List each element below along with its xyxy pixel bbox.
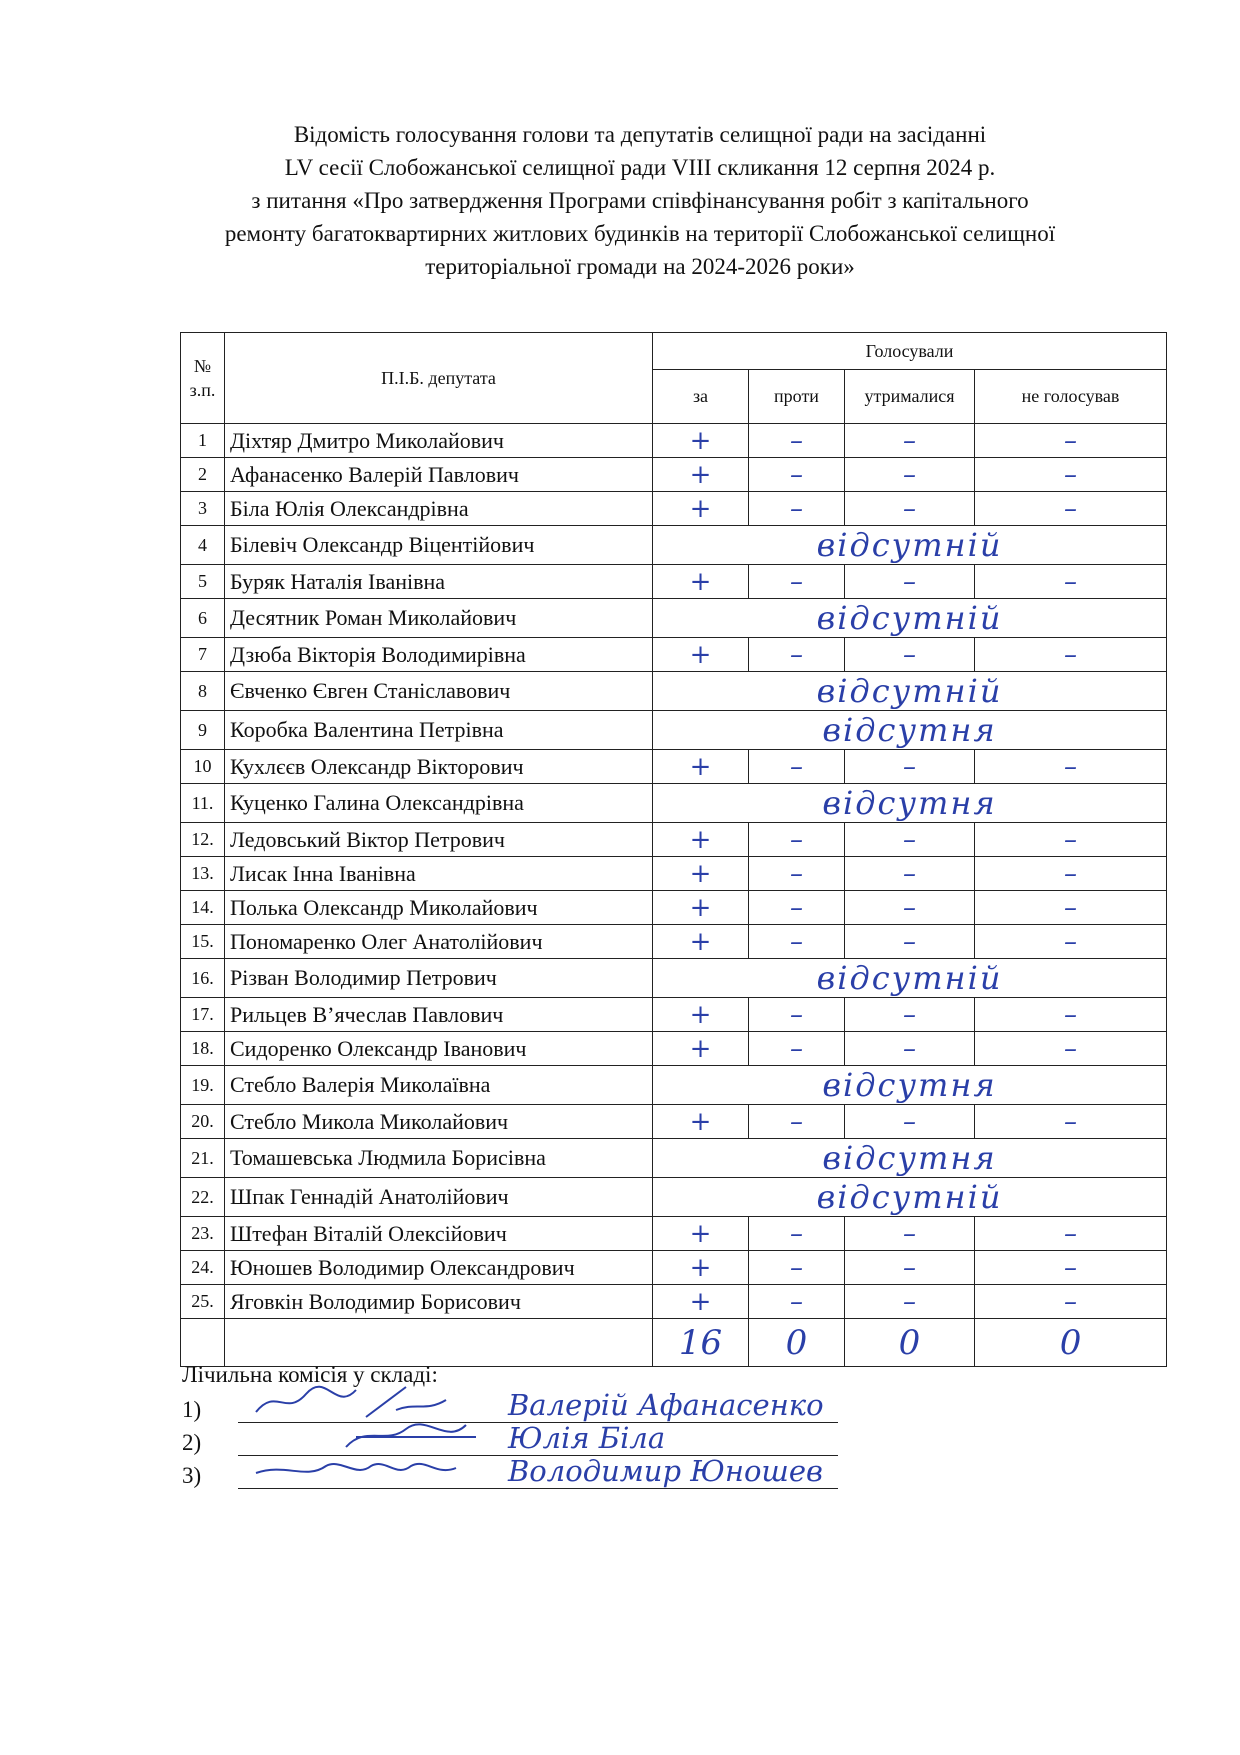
table-row [181, 891, 1167, 925]
table-row [181, 1285, 1167, 1319]
row-number: 3 [181, 492, 225, 526]
vote-abstained-mark: – [845, 565, 975, 599]
row-number: 19. [181, 1066, 225, 1105]
document-title [180, 118, 1100, 283]
vote-abstained-mark: – [845, 1032, 975, 1066]
table-row [181, 750, 1167, 784]
row-number: 5 [181, 565, 225, 599]
vote-for-mark: + [653, 823, 749, 857]
vote-not-voted-mark: – [975, 891, 1167, 925]
vote-against-mark: – [749, 492, 845, 526]
deputy-name: Діхтяр Дмитро Миколайович [225, 424, 653, 458]
row-number: 12. [181, 823, 225, 857]
row-number: 17. [181, 998, 225, 1032]
table-body [181, 424, 1167, 1319]
commission-title: Лічильна комісія у складі: [182, 1362, 438, 1387]
vote-against-mark: – [749, 925, 845, 959]
total-not-voted: 0 [975, 1319, 1167, 1367]
table-row [181, 1139, 1167, 1178]
vote-abstained-mark: – [845, 823, 975, 857]
vote-against-mark: – [749, 638, 845, 672]
table-row [181, 526, 1167, 565]
table-row [181, 857, 1167, 891]
vote-abstained-mark: – [845, 891, 975, 925]
vote-against-mark: – [749, 1251, 845, 1285]
absent-note: відсутня [653, 1066, 1167, 1105]
table-row [181, 599, 1167, 638]
row-number: 13. [181, 857, 225, 891]
vote-for-mark: + [653, 1032, 749, 1066]
vote-against-mark: – [749, 1105, 845, 1139]
vote-against-mark: – [749, 1032, 845, 1066]
deputy-name: Білевіч Олександр Віцентійович [225, 526, 653, 565]
vote-against-mark: – [749, 1285, 845, 1319]
member-number: 1) [182, 1397, 202, 1422]
vote-for-mark: + [653, 750, 749, 784]
vote-abstained-mark: – [845, 638, 975, 672]
table-row [181, 638, 1167, 672]
header-name: П.І.Б. депутата [225, 333, 653, 424]
vote-against-mark: – [749, 998, 845, 1032]
title-line: ремонту багатоквартирних житлових будинків на території Слобожанської селищної [224, 221, 1056, 246]
title-line: Відомість голосування голови та депутатів селищної ради на засіданні [293, 122, 987, 147]
deputy-name: Шпак Геннадій Анатолійович [225, 1178, 653, 1217]
vote-for-mark: + [653, 998, 749, 1032]
title-line: територіальної громади на 2024-2026 роки» [425, 254, 855, 279]
deputy-name: Пономаренко Олег Анатолійович [225, 925, 653, 959]
vote-abstained-mark: – [845, 1105, 975, 1139]
deputy-name: Євченко Євген Станіславович [225, 672, 653, 711]
header-number: № з.п. [181, 333, 225, 424]
vote-against-mark: – [749, 823, 845, 857]
vote-for-mark: + [653, 857, 749, 891]
vote-not-voted-mark: – [975, 1251, 1167, 1285]
deputy-name: Дзюба Вікторія Володимирівна [225, 638, 653, 672]
vote-abstained-mark: – [845, 1217, 975, 1251]
vote-not-voted-mark: – [975, 1285, 1167, 1319]
absent-note: відсутній [653, 1178, 1167, 1217]
absent-note: відсутня [653, 711, 1167, 750]
row-number: 7 [181, 638, 225, 672]
title-line: з питання «Про затвердження Програми співфінансування робіт з капітального [251, 188, 1029, 213]
row-number: 21. [181, 1139, 225, 1178]
deputy-name: Лисак Інна Іванівна [225, 857, 653, 891]
vote-abstained-mark: – [845, 857, 975, 891]
table-row [181, 458, 1167, 492]
deputy-name: Афанасенко Валерій Павлович [225, 458, 653, 492]
row-number: 16. [181, 959, 225, 998]
table-row [181, 424, 1167, 458]
row-number: 14. [181, 891, 225, 925]
row-number: 2 [181, 458, 225, 492]
vote-not-voted-mark: – [975, 925, 1167, 959]
row-number: 10 [181, 750, 225, 784]
vote-for-mark: + [653, 1105, 749, 1139]
vote-for-mark: + [653, 424, 749, 458]
vote-against-mark: – [749, 1217, 845, 1251]
vote-not-voted-mark: – [975, 1217, 1167, 1251]
deputy-name: Штефан Віталій Олексійович [225, 1217, 653, 1251]
total-for: 16 [653, 1319, 749, 1367]
vote-for-mark: + [653, 638, 749, 672]
deputy-name: Ледовський Віктор Петрович [225, 823, 653, 857]
row-number: 15. [181, 925, 225, 959]
deputy-name: Різван Володимир Петрович [225, 959, 653, 998]
deputy-name: Яговкін Володимир Борисович [225, 1285, 653, 1319]
header-for: за [653, 370, 749, 424]
row-number: 24. [181, 1251, 225, 1285]
absent-note: відсутній [653, 672, 1167, 711]
table-row [181, 784, 1167, 823]
header-against: проти [749, 370, 845, 424]
row-number: 6 [181, 599, 225, 638]
table-row [181, 565, 1167, 599]
deputy-name: Стебло Микола Миколайович [225, 1105, 653, 1139]
table-row [181, 1032, 1167, 1066]
deputy-name: Рильцев В’ячеслав Павлович [225, 998, 653, 1032]
deputy-name: Кухлєєв Олександр Вікторович [225, 750, 653, 784]
table-row [181, 1105, 1167, 1139]
vote-for-mark: + [653, 1217, 749, 1251]
total-abstained: 0 [845, 1319, 975, 1367]
deputy-name: Полька Олександр Миколайович [225, 891, 653, 925]
row-number: 23. [181, 1217, 225, 1251]
deputy-name: Коробка Валентина Петрівна [225, 711, 653, 750]
table-row [181, 1178, 1167, 1217]
total-against: 0 [749, 1319, 845, 1367]
header-abstained: утрималися [845, 370, 975, 424]
table-row [181, 1251, 1167, 1285]
vote-not-voted-mark: – [975, 1105, 1167, 1139]
vote-abstained-mark: – [845, 998, 975, 1032]
table-row [181, 823, 1167, 857]
vote-against-mark: – [749, 424, 845, 458]
vote-abstained-mark: – [845, 458, 975, 492]
voting-table [180, 332, 1167, 1367]
counting-commission [182, 1360, 882, 1489]
member-name: Валерій Афанасенко [508, 1388, 824, 1422]
row-number: 8 [181, 672, 225, 711]
vote-abstained-mark: – [845, 750, 975, 784]
absent-note: відсутній [653, 526, 1167, 565]
absent-note: відсутній [653, 599, 1167, 638]
row-number: 25. [181, 1285, 225, 1319]
row-number: 20. [181, 1105, 225, 1139]
row-number: 1 [181, 424, 225, 458]
vote-abstained-mark: – [845, 925, 975, 959]
table-row [181, 711, 1167, 750]
deputy-name: Куценко Галина Олександрівна [225, 784, 653, 823]
table-row [181, 1066, 1167, 1105]
table-row [181, 1217, 1167, 1251]
deputy-name: Десятник Роман Миколайович [225, 599, 653, 638]
vote-for-mark: + [653, 492, 749, 526]
vote-abstained-mark: – [845, 1251, 975, 1285]
vote-abstained-mark: – [845, 1285, 975, 1319]
vote-not-voted-mark: – [975, 458, 1167, 492]
vote-for-mark: + [653, 458, 749, 492]
vote-for-mark: + [653, 925, 749, 959]
vote-not-voted-mark: – [975, 857, 1167, 891]
vote-not-voted-mark: – [975, 823, 1167, 857]
vote-against-mark: – [749, 891, 845, 925]
table-row [181, 959, 1167, 998]
vote-for-mark: + [653, 1285, 749, 1319]
vote-not-voted-mark: – [975, 424, 1167, 458]
absent-note: відсутній [653, 959, 1167, 998]
deputy-name: Сидоренко Олександр Іванович [225, 1032, 653, 1066]
vote-not-voted-mark: – [975, 998, 1167, 1032]
deputy-name: Юношев Володимир Олександрович [225, 1251, 653, 1285]
vote-not-voted-mark: – [975, 750, 1167, 784]
deputy-name: Томашевська Людмила Борисівна [225, 1139, 653, 1178]
deputy-name: Біла Юлія Олександрівна [225, 492, 653, 526]
absent-note: відсутня [653, 784, 1167, 823]
member-number: 2) [182, 1430, 202, 1455]
vote-against-mark: – [749, 565, 845, 599]
table-row [181, 492, 1167, 526]
vote-abstained-mark: – [845, 492, 975, 526]
vote-for-mark: + [653, 891, 749, 925]
deputy-name: Буряк Наталія Іванівна [225, 565, 653, 599]
member-name: Юлія Біла [508, 1421, 666, 1455]
row-number: 9 [181, 711, 225, 750]
row-number: 18. [181, 1032, 225, 1066]
vote-against-mark: – [749, 857, 845, 891]
row-number: 22. [181, 1178, 225, 1217]
title-line: LV сесії Слобожанської селищної ради VIII скликання 12 серпня 2024 р. [284, 155, 996, 180]
vote-against-mark: – [749, 458, 845, 492]
table-row [181, 998, 1167, 1032]
deputy-name: Стебло Валерія Миколаївна [225, 1066, 653, 1105]
vote-not-voted-mark: – [975, 638, 1167, 672]
signature-line [238, 1454, 838, 1489]
commission-member [182, 1456, 882, 1489]
absent-note: відсутня [653, 1139, 1167, 1178]
vote-not-voted-mark: – [975, 1032, 1167, 1066]
vote-not-voted-mark: – [975, 565, 1167, 599]
member-number: 3) [182, 1463, 202, 1488]
row-number: 4 [181, 526, 225, 565]
header-voted: Голосували [653, 333, 1167, 370]
row-number: 11. [181, 784, 225, 823]
header-not-voted: не голосував [975, 370, 1167, 424]
member-name: Володимир Юношев [508, 1454, 823, 1488]
vote-not-voted-mark: – [975, 492, 1167, 526]
table-row [181, 672, 1167, 711]
vote-against-mark: – [749, 750, 845, 784]
table-row [181, 925, 1167, 959]
vote-abstained-mark: – [845, 424, 975, 458]
signature-scribble-icon [246, 1448, 486, 1488]
vote-for-mark: + [653, 1251, 749, 1285]
vote-for-mark: + [653, 565, 749, 599]
